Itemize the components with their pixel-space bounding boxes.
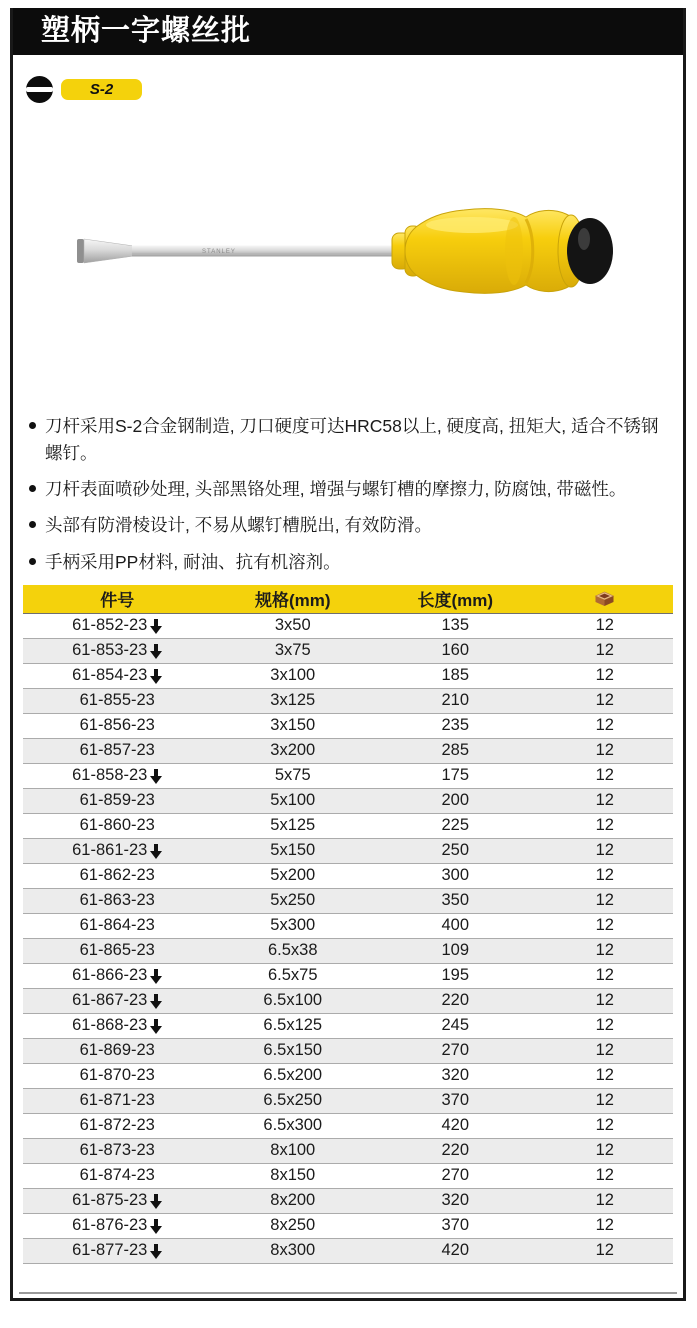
spec-cell: 6.5x250 <box>212 1088 375 1113</box>
spec-cell: 3x50 <box>212 613 375 638</box>
steel-grade-badge: S-2 <box>61 79 142 100</box>
length-cell: 400 <box>374 913 537 938</box>
qty-cell: 12 <box>537 838 674 863</box>
part-number: 61-852-23 <box>72 616 148 635</box>
spec-cell: 3x125 <box>212 688 375 713</box>
spec-cell: 5x75 <box>212 763 375 788</box>
spec-cell: 6.5x100 <box>212 988 375 1013</box>
feature-text: 手柄采用PP材料, 耐油、抗有机溶剂。 <box>45 551 341 572</box>
part-number: 61-877-23 <box>72 1241 148 1260</box>
length-cell: 300 <box>374 863 537 888</box>
part-cell <box>23 1113 212 1138</box>
part-number: 61-860-23 <box>79 816 155 835</box>
qty-cell: 12 <box>537 713 674 738</box>
qty-cell: 12 <box>537 688 674 713</box>
spec-cell: 8x250 <box>212 1213 375 1238</box>
download-arrow-icon <box>150 641 162 660</box>
length-cell: 245 <box>374 1013 537 1038</box>
part-cell <box>23 888 212 913</box>
part-cell <box>23 1038 212 1063</box>
part-number: 61-871-23 <box>79 1091 155 1110</box>
part-cell <box>23 1063 212 1088</box>
spec-cell: 8x200 <box>212 1188 375 1213</box>
length-cell: 210 <box>374 688 537 713</box>
spec-cell: 3x150 <box>212 713 375 738</box>
spec-cell: 5x100 <box>212 788 375 813</box>
part-number: 61-873-23 <box>79 1141 155 1160</box>
part-number: 61-857-23 <box>79 741 155 760</box>
part-cell <box>23 788 212 813</box>
inner-box-icon <box>537 590 674 607</box>
length-cell: 370 <box>374 1088 537 1113</box>
qty-cell: 12 <box>537 938 674 963</box>
part-number: 61-861-23 <box>72 841 148 860</box>
qty-cell: 12 <box>537 1013 674 1038</box>
table-row <box>23 763 673 788</box>
table-row <box>23 1088 673 1113</box>
length-cell: 195 <box>374 963 537 988</box>
table-row <box>23 1238 673 1263</box>
column-header-qty <box>537 585 674 614</box>
qty-cell: 12 <box>537 813 674 838</box>
parts-table-body <box>23 613 673 1263</box>
qty-cell: 12 <box>537 763 674 788</box>
part-cell <box>23 913 212 938</box>
part-cell <box>23 1213 212 1238</box>
qty-cell: 12 <box>537 663 674 688</box>
part-cell <box>23 638 212 663</box>
spec-cell: 6.5x300 <box>212 1113 375 1138</box>
spec-cell: 3x100 <box>212 663 375 688</box>
length-cell: 270 <box>374 1163 537 1188</box>
part-number: 61-858-23 <box>72 766 148 785</box>
table-header-row <box>23 585 673 614</box>
length-cell: 185 <box>374 663 537 688</box>
length-cell: 250 <box>374 838 537 863</box>
table-row <box>23 963 673 988</box>
table-row <box>23 1113 673 1138</box>
part-number: 61-870-23 <box>79 1066 155 1085</box>
shaft-brand-text: STANLEY <box>202 249 236 255</box>
table-row <box>23 788 673 813</box>
table-row <box>23 1188 673 1213</box>
qty-cell: 12 <box>537 888 674 913</box>
part-number: 61-863-23 <box>79 891 155 910</box>
length-cell: 285 <box>374 738 537 763</box>
download-arrow-icon <box>150 841 162 860</box>
part-cell <box>23 863 212 888</box>
part-cell <box>23 663 212 688</box>
slotted-tip-icon <box>26 76 53 103</box>
column-header-length: 长度(mm) <box>374 585 537 614</box>
length-cell: 270 <box>374 1038 537 1063</box>
column-header-spec: 规格(mm) <box>212 585 375 614</box>
length-cell: 220 <box>374 988 537 1013</box>
part-number: 61-866-23 <box>72 966 148 985</box>
length-cell: 420 <box>374 1113 537 1138</box>
table-row <box>23 638 673 663</box>
part-number: 61-865-23 <box>79 941 155 960</box>
part-cell <box>23 1238 212 1263</box>
table-row <box>23 663 673 688</box>
spec-cell: 6.5x38 <box>212 938 375 963</box>
feature-text: 刀杆表面喷砂处理, 头部黑铬处理, 增强与螺钉槽的摩擦力, 防腐蚀, 带磁性。 <box>45 479 627 500</box>
spec-cell: 3x200 <box>212 738 375 763</box>
feature-item <box>27 549 671 576</box>
part-cell <box>23 1088 212 1113</box>
spec-cell: 5x300 <box>212 913 375 938</box>
part-number: 61-869-23 <box>79 1041 155 1060</box>
length-cell: 350 <box>374 888 537 913</box>
download-arrow-icon <box>150 766 162 785</box>
table-row <box>23 1138 673 1163</box>
part-cell <box>23 688 212 713</box>
table-row <box>23 688 673 713</box>
product-image <box>74 196 622 310</box>
qty-cell: 12 <box>537 738 674 763</box>
spec-cell: 8x150 <box>212 1163 375 1188</box>
table-row <box>23 1163 673 1188</box>
length-cell: 320 <box>374 1188 537 1213</box>
table-row <box>23 738 673 763</box>
qty-cell: 12 <box>537 863 674 888</box>
part-number: 61-853-23 <box>72 641 148 660</box>
part-cell <box>23 1013 212 1038</box>
download-arrow-icon <box>150 1216 162 1235</box>
part-number: 61-854-23 <box>72 666 148 685</box>
length-cell: 370 <box>374 1213 537 1238</box>
qty-cell: 12 <box>537 1138 674 1163</box>
feature-text: 刀杆采用S-2合金钢制造, 刀口硬度可达HRC58以上, 硬度高, 扭矩大, 适合不锈钢螺钉。 <box>45 416 659 464</box>
spec-cell: 8x300 <box>212 1238 375 1263</box>
part-number: 61-864-23 <box>79 916 155 935</box>
qty-cell: 12 <box>537 638 674 663</box>
part-cell <box>23 938 212 963</box>
download-arrow-icon <box>150 1016 162 1035</box>
spec-cell: 5x125 <box>212 813 375 838</box>
length-cell: 225 <box>374 813 537 838</box>
length-cell: 200 <box>374 788 537 813</box>
table-row <box>23 1013 673 1038</box>
part-number: 61-859-23 <box>79 791 155 810</box>
qty-cell: 12 <box>537 963 674 988</box>
qty-cell: 12 <box>537 988 674 1013</box>
part-number: 61-874-23 <box>79 1166 155 1185</box>
part-cell <box>23 738 212 763</box>
feature-text: 头部有防滑棱设计, 不易从螺钉槽脱出, 有效防滑。 <box>45 515 432 536</box>
qty-cell: 12 <box>537 613 674 638</box>
table-row <box>23 913 673 938</box>
qty-cell: 12 <box>537 1038 674 1063</box>
table-row <box>23 838 673 863</box>
qty-cell: 12 <box>537 1188 674 1213</box>
part-number: 61-876-23 <box>72 1216 148 1235</box>
spec-cell: 5x150 <box>212 838 375 863</box>
feature-list <box>27 413 671 576</box>
table-row <box>23 813 673 838</box>
table-row <box>23 1063 673 1088</box>
length-cell: 220 <box>374 1138 537 1163</box>
table-row <box>23 713 673 738</box>
parts-table <box>23 585 673 1264</box>
qty-cell: 12 <box>537 913 674 938</box>
bottom-divider <box>19 1292 677 1294</box>
part-cell <box>23 1163 212 1188</box>
spec-cell: 6.5x200 <box>212 1063 375 1088</box>
table-row <box>23 988 673 1013</box>
qty-cell: 12 <box>537 1163 674 1188</box>
table-row <box>23 888 673 913</box>
qty-cell: 12 <box>537 1238 674 1263</box>
table-row <box>23 863 673 888</box>
length-cell: 109 <box>374 938 537 963</box>
part-cell <box>23 988 212 1013</box>
length-cell: 235 <box>374 713 537 738</box>
part-cell <box>23 813 212 838</box>
length-cell: 420 <box>374 1238 537 1263</box>
part-cell <box>23 838 212 863</box>
length-cell: 135 <box>374 613 537 638</box>
feature-item <box>27 476 671 503</box>
feature-item <box>27 413 671 467</box>
qty-cell: 12 <box>537 1063 674 1088</box>
qty-cell: 12 <box>537 788 674 813</box>
spec-cell: 3x75 <box>212 638 375 663</box>
table-row <box>23 1038 673 1063</box>
download-arrow-icon <box>150 991 162 1010</box>
spec-cell: 8x100 <box>212 1138 375 1163</box>
part-cell <box>23 1138 212 1163</box>
part-number: 61-868-23 <box>72 1016 148 1035</box>
spec-cell: 5x250 <box>212 888 375 913</box>
part-number: 61-867-23 <box>72 991 148 1010</box>
part-number: 61-856-23 <box>79 716 155 735</box>
length-cell: 320 <box>374 1063 537 1088</box>
part-number: 61-855-23 <box>79 691 155 710</box>
spec-cell: 6.5x125 <box>212 1013 375 1038</box>
table-row <box>23 1213 673 1238</box>
qty-cell: 12 <box>537 1213 674 1238</box>
download-arrow-icon <box>150 666 162 685</box>
part-cell <box>23 963 212 988</box>
page-frame <box>10 8 686 1301</box>
download-arrow-icon <box>150 1241 162 1260</box>
part-number: 61-862-23 <box>79 866 155 885</box>
part-cell <box>23 763 212 788</box>
spec-cell: 6.5x150 <box>212 1038 375 1063</box>
qty-cell: 12 <box>537 1088 674 1113</box>
part-number: 61-875-23 <box>72 1191 148 1210</box>
download-arrow-icon <box>150 966 162 985</box>
download-arrow-icon <box>150 616 162 635</box>
part-cell <box>23 1188 212 1213</box>
screwdriver-illustration <box>74 196 622 310</box>
length-cell: 160 <box>374 638 537 663</box>
product-meta-row <box>26 75 683 103</box>
table-row <box>23 938 673 963</box>
download-arrow-icon <box>150 1191 162 1210</box>
table-row <box>23 613 673 638</box>
qty-cell: 12 <box>537 1113 674 1138</box>
spec-cell: 6.5x75 <box>212 963 375 988</box>
length-cell: 175 <box>374 763 537 788</box>
part-number: 61-872-23 <box>79 1116 155 1135</box>
feature-item <box>27 512 671 539</box>
column-header-part: 件号 <box>23 585 212 614</box>
part-cell <box>23 613 212 638</box>
page-title: 塑柄一字螺丝批 <box>13 8 683 55</box>
spec-cell: 5x200 <box>212 863 375 888</box>
part-cell <box>23 713 212 738</box>
